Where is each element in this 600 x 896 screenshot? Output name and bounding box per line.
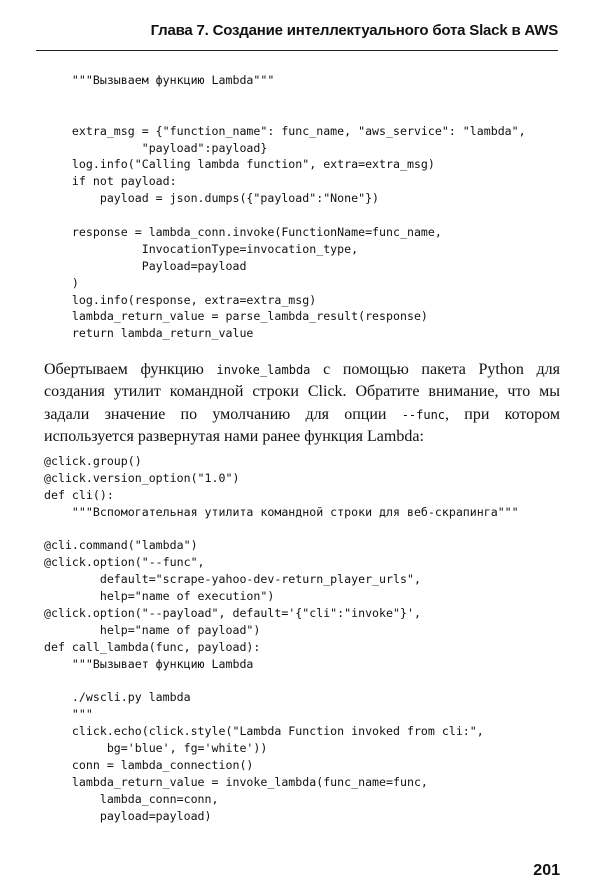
code-line [44, 89, 526, 106]
inline-code: --func [401, 407, 446, 422]
code-line: ./wscli.py lambda [44, 690, 191, 705]
code-line [44, 106, 526, 123]
code-line: """Вызывает функцию Lambda [44, 656, 254, 671]
code-line: payload=payload) [44, 808, 212, 823]
paragraph-text: Обертываем функцию [44, 361, 217, 378]
code-line: """ [44, 707, 93, 722]
code-line [44, 521, 519, 538]
code-line: @click.option("--func", [44, 555, 205, 570]
code-line: log.info("Calling lambda function", extra=extra_msg) [44, 157, 435, 172]
body-paragraph [44, 359, 560, 448]
code-line: log.info(response, extra=extra_msg) [44, 292, 317, 307]
code-line: payload = json.dumps({"payload":"None"}) [44, 191, 380, 206]
code-line: response = lambda_conn.invoke(FunctionName=func_name, [44, 225, 442, 240]
paragraph-text: , при котором используется развернутая нами ранее функция Lambda: [44, 405, 560, 445]
inline-code: invoke_lambda [216, 363, 311, 377]
code-line: @click.version_option("1.0") [44, 470, 240, 485]
code-line: help="name of payload") [44, 622, 261, 637]
code-line: InvocationType=invocation_type, [44, 241, 359, 256]
code-line: "payload":payload} [44, 140, 268, 155]
chapter-title: Глава 7. Создание интеллектуального бота Slack в AWS [150, 22, 558, 39]
code-line: """Вызываем функцию Lambda""" [44, 73, 275, 87]
code-line [44, 673, 519, 690]
running-header [36, 18, 558, 51]
code-line: @click.option("--payload", default='{"cli":"invoke"}', [44, 606, 421, 621]
code-line: def call_lambda(func, payload): [44, 639, 261, 654]
code-line: lambda_return_value = parse_lambda_result(response) [44, 309, 428, 324]
code-block-1 [44, 72, 526, 342]
code-line: def cli(): [44, 487, 114, 502]
code-line [44, 207, 526, 224]
code-line: click.echo(click.style("Lambda Function invoked from cli:", [44, 724, 484, 739]
code-block-2 [44, 453, 519, 825]
code-line: ) [44, 275, 79, 290]
code-line: lambda_return_value = invoke_lambda(func_name=func, [44, 774, 428, 789]
code-line: lambda_conn=conn, [44, 791, 219, 806]
code-line: @cli.command("lambda") [44, 538, 198, 553]
code-line: """Вспомогательная утилита командной строки для веб-скрапинга""" [44, 504, 519, 519]
code-line: help="name of execution") [44, 589, 275, 604]
code-line: Payload=payload [44, 258, 247, 273]
code-line: @click.group() [44, 454, 142, 468]
code-line: return lambda_return_value [44, 326, 254, 341]
code-line: bg='blue', fg='white')) [44, 741, 268, 756]
code-line: conn = lambda_connection() [44, 758, 254, 773]
code-line: if not payload: [44, 174, 177, 189]
page-number: 201 [533, 862, 560, 879]
code-line: default="scrape-yahoo-dev-return_player_urls", [44, 572, 421, 587]
code-line: extra_msg = {"function_name": func_name, "aws_service": "lambda", [44, 123, 526, 138]
paragraph-text: с помощью пакета Python для создания утилит командной строки Click. Обратите внимание, что мы задали значение по умолчанию для опции [44, 361, 560, 423]
